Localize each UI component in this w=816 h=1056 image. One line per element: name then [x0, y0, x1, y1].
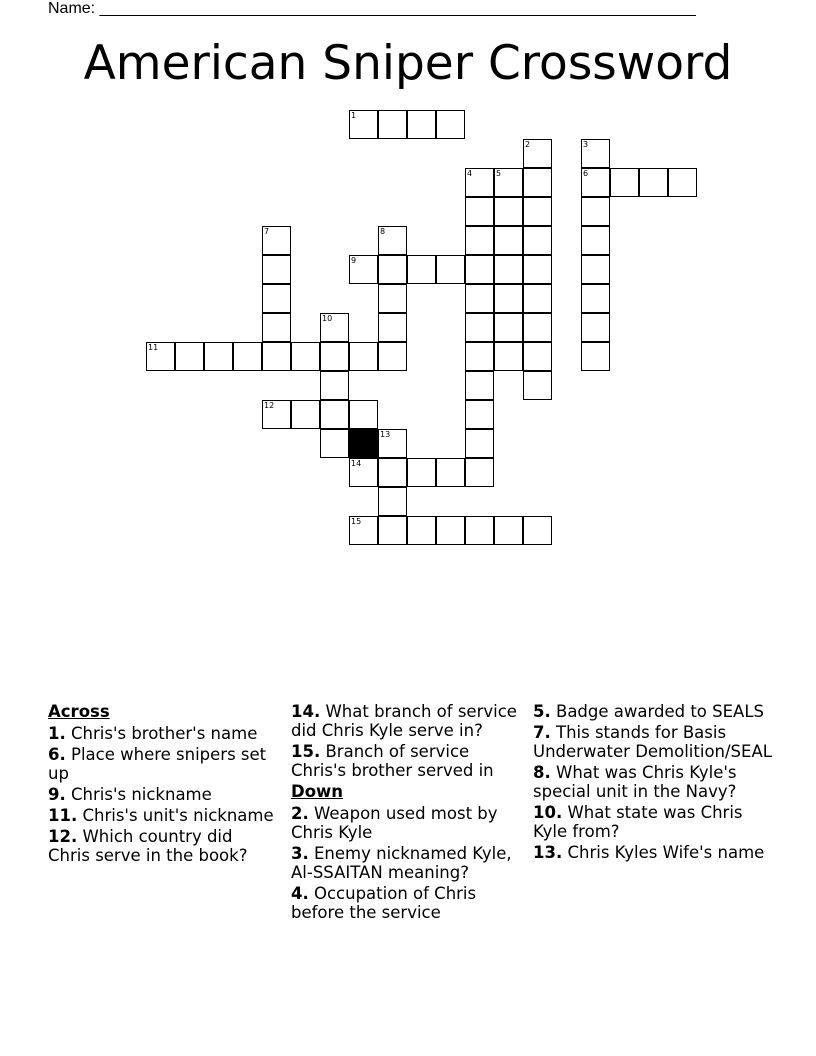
clue-number: 10	[322, 314, 333, 323]
clue-text: Weapon used most by Chris Kyle	[291, 804, 498, 842]
grid-cell[interactable]	[523, 516, 552, 545]
grid-cell[interactable]	[494, 284, 523, 313]
grid-cell[interactable]	[494, 226, 523, 255]
grid-cell[interactable]	[581, 313, 610, 342]
grid-cell[interactable]	[262, 342, 291, 371]
grid-cell[interactable]	[523, 342, 552, 371]
clue-item	[291, 804, 527, 842]
grid-cell[interactable]	[233, 342, 262, 371]
grid-cell[interactable]	[668, 168, 697, 197]
grid-cell[interactable]	[523, 313, 552, 342]
clue-item	[48, 827, 278, 865]
clue-item	[533, 702, 773, 721]
grid-cell[interactable]	[581, 226, 610, 255]
grid-cell[interactable]	[407, 110, 436, 139]
clue-number: 6	[583, 169, 589, 178]
clue-number-label: 3.	[291, 844, 309, 863]
grid-cell[interactable]	[262, 284, 291, 313]
grid-cell[interactable]	[465, 255, 494, 284]
clue-number-label: 13.	[533, 843, 563, 862]
clue-number-label: 1.	[48, 724, 66, 743]
grid-cell[interactable]	[465, 284, 494, 313]
clue-text: Enemy nicknamed Kyle, Al-SSAITAN meaning?	[291, 844, 512, 882]
clue-item	[533, 843, 773, 862]
clue-number-label: 7.	[533, 723, 551, 742]
grid-cell[interactable]	[291, 342, 320, 371]
clue-number: 4	[467, 169, 473, 178]
black-cell	[349, 429, 378, 458]
grid-cell[interactable]	[378, 313, 407, 342]
clue-item	[533, 803, 773, 841]
grid-cell[interactable]	[407, 458, 436, 487]
clue-item	[291, 742, 527, 780]
grid-cell[interactable]	[465, 313, 494, 342]
grid-cell[interactable]	[407, 516, 436, 545]
clue-number: 2	[525, 140, 531, 149]
grid-cell[interactable]	[465, 458, 494, 487]
clue-number: 12	[264, 401, 275, 410]
grid-cell[interactable]	[465, 371, 494, 400]
grid-cell[interactable]	[436, 516, 465, 545]
clues-column-2	[291, 702, 527, 924]
grid-cell[interactable]	[610, 168, 639, 197]
grid-cell[interactable]	[204, 342, 233, 371]
across-heading: Across	[48, 702, 110, 721]
page-title: American Sniper Crossword	[83, 36, 733, 91]
clue-number: 15	[351, 517, 362, 526]
clue-number-label: 12.	[48, 827, 78, 846]
clue-item	[48, 806, 278, 825]
clue-number-label: 2.	[291, 804, 309, 823]
clue-text: Chris's unit's nickname	[82, 806, 274, 825]
clue-item	[291, 702, 527, 740]
grid-cell[interactable]	[581, 284, 610, 313]
clue-number-label: 14.	[291, 702, 321, 721]
grid-cell[interactable]	[494, 197, 523, 226]
clue-number-label: 5.	[533, 702, 551, 721]
grid-cell[interactable]	[465, 400, 494, 429]
grid-cell[interactable]	[465, 197, 494, 226]
grid-cell[interactable]	[436, 255, 465, 284]
clue-text: What state was Chris Kyle from?	[533, 803, 743, 841]
grid-cell[interactable]	[407, 255, 436, 284]
clue-item	[291, 884, 527, 922]
clue-text: Chris's brother's name	[71, 724, 258, 743]
grid-cell[interactable]	[581, 197, 610, 226]
clue-text: What branch of service did Chris Kyle serve in?	[291, 702, 517, 740]
grid-cell[interactable]	[465, 429, 494, 458]
clues-column-1	[48, 702, 278, 867]
grid-cell[interactable]	[436, 458, 465, 487]
grid-cell[interactable]	[523, 371, 552, 400]
grid-cell[interactable]	[175, 342, 204, 371]
grid-cell[interactable]	[523, 197, 552, 226]
grid-cell[interactable]	[320, 429, 349, 458]
grid-cell[interactable]	[523, 284, 552, 313]
clue-number: 1	[351, 111, 357, 120]
clue-text: Chris Kyles Wife's name	[567, 843, 765, 862]
clue-number: 8	[380, 227, 386, 236]
clue-text: Badge awarded to SEALS	[556, 702, 764, 721]
name-field[interactable]: Name: ___________________________________________________________________	[48, 0, 696, 17]
clue-number-label: 6.	[48, 745, 66, 764]
grid-cell[interactable]	[494, 313, 523, 342]
clue-number: 7	[264, 227, 270, 236]
clue-number-label: 15.	[291, 742, 321, 761]
clue-number-label: 4.	[291, 884, 309, 903]
grid-cell[interactable]	[523, 226, 552, 255]
grid-cell[interactable]	[262, 255, 291, 284]
grid-cell[interactable]	[465, 516, 494, 545]
grid-cell[interactable]	[378, 458, 407, 487]
grid-cell[interactable]	[262, 313, 291, 342]
clue-number: 5	[496, 169, 502, 178]
grid-cell[interactable]	[378, 487, 407, 516]
grid-cell[interactable]	[494, 342, 523, 371]
grid-cell[interactable]	[494, 255, 523, 284]
clue-number: 3	[583, 140, 589, 149]
grid-cell[interactable]	[639, 168, 668, 197]
grid-cell[interactable]	[349, 400, 378, 429]
clue-item	[48, 745, 278, 783]
clue-text: Chris's nickname	[71, 785, 212, 804]
clue-number: 13	[380, 430, 391, 439]
grid-cell[interactable]	[494, 516, 523, 545]
clue-text: This stands for Basis Underwater Demolition/SEAL	[533, 723, 772, 761]
grid-cell[interactable]	[581, 342, 610, 371]
grid-cell[interactable]	[349, 342, 378, 371]
clue-item	[533, 723, 773, 761]
clue-item	[291, 844, 527, 882]
grid-cell[interactable]	[465, 342, 494, 371]
grid-cell[interactable]	[378, 284, 407, 313]
clue-text: Place where snipers set up	[48, 745, 267, 783]
grid-cell[interactable]	[523, 255, 552, 284]
clue-number-label: 8.	[533, 763, 551, 782]
down-heading: Down	[291, 782, 344, 801]
clue-number-label: 9.	[48, 785, 66, 804]
grid-cell[interactable]	[320, 371, 349, 400]
grid-cell[interactable]	[378, 342, 407, 371]
grid-cell[interactable]	[523, 168, 552, 197]
grid-cell[interactable]	[291, 400, 320, 429]
clue-text: Branch of service Chris's brother served in	[291, 742, 494, 780]
clue-item	[48, 724, 278, 743]
grid-cell[interactable]	[465, 226, 494, 255]
clue-item	[533, 763, 773, 801]
grid-cell[interactable]	[378, 255, 407, 284]
grid-cell[interactable]	[378, 110, 407, 139]
grid-cell[interactable]	[378, 516, 407, 545]
clue-text: Occupation of Chris before the service	[291, 884, 477, 922]
clue-text: Which country did Chris serve in the book?	[48, 827, 248, 865]
clue-number-label: 11.	[48, 806, 78, 825]
clues-column-3	[533, 702, 773, 864]
clue-number: 11	[148, 343, 159, 352]
grid-cell[interactable]	[320, 400, 349, 429]
grid-cell[interactable]	[436, 110, 465, 139]
clue-number: 14	[351, 459, 362, 468]
grid-cell[interactable]	[320, 342, 349, 371]
clue-item	[48, 785, 278, 804]
clue-number-label: 10.	[533, 803, 563, 822]
grid-cell[interactable]	[581, 255, 610, 284]
clue-number: 9	[351, 256, 357, 265]
clue-text: What was Chris Kyle's special unit in the Navy?	[533, 763, 737, 801]
